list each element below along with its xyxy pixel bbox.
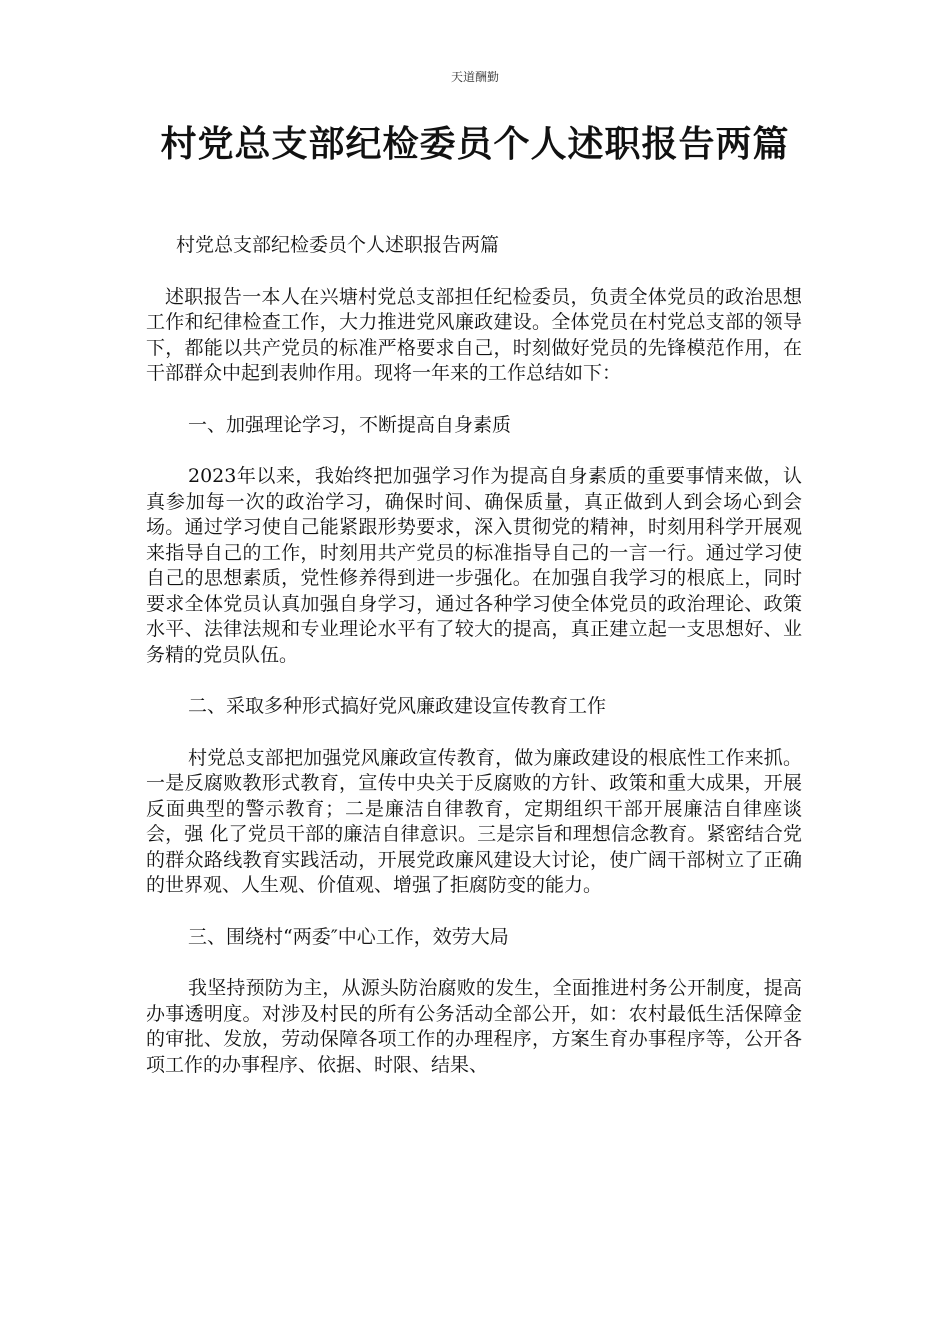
document-subtitle: 村党总支部纪检委员个人述职报告两篇: [176, 234, 500, 256]
document-body: [146, 233, 802, 1104]
page-header: 天道酬勤: [450, 70, 499, 84]
section-heading: 二、采取多种形式搞好党风廉政建设宣传教育工作: [188, 695, 607, 717]
intro-paragraph: 述职报告一本人在兴塘村党总支部担任纪检委员，负责全体党员的政治思想工作和纪律检查工作，大力推进党风廉政建设。全体党员在村党总支部的领导下，都能以共产党员的标准严格要求自己，时刻做好党员的先锋模范作用，在干部群众中起到表帅作用。现将一年来的工作总结如下：: [146, 285, 802, 384]
section-heading: 一、加强理论学习，不断提高自身素质: [188, 413, 512, 436]
section-paragraph: 我坚持预防为主，从源头防治腐败的发生，全面推进村务公开制度，提高办事透明度。对涉及村民的所有公务活动全部公开，如：农村最低生活保障金的审批、发放，劳动保障各项工作的办理程序，方案生育办事程序等，公开各项工作的办事程序、依据、时限、结果、: [146, 977, 802, 1076]
section-paragraph: 村党总支部把加强党风廉政宣传教育，做为廉政建设的根底性工作来抓。一是反腐败教形式教育，宣传中央关于反腐败的方针、政策和重大成果，开展反面典型的警示教育；二是廉洁自律教育，定期组织干部开展廉洁自律座谈会，强 化了党员干部的廉洁自律意识。三是宗旨和理想信念教育。紧密结合党的群众路线教育实践活动，开展党政廉风建设大讨论，使广阔干部树立了正确的世界观、人生观、价值观、增强了拒腐防变的能力。: [146, 746, 802, 896]
section-heading: 三、围绕村“两委″中心工作，效劳大局: [188, 925, 509, 948]
document-title: 村党总支部纪检委员个人述职报告两篇: [160, 123, 790, 165]
section-paragraph: 2023年以来，我始终把加强学习作为提高自身素质的重要事情来做，认真参加每一次的政治学习，确保时间、确保质量，真正做到人到会场心到会场。通过学习使自己能紧跟形势要求，深入贯彻党的精神，时刻用科学开展观来指导自己的工作，时刻用共产党员的标准指导自己的一言一行。通过学习使自己的思想素质，党性修养得到进一步强化。在加强自我学习的根底上，同时要求全体党员认真加强自身学习，通过各种学习使全体党员的政治理论、政策水平、法律法规和专业理论水平有了较大的提高，真正建立起一支思想好、业务精的党员队伍。: [146, 465, 802, 666]
